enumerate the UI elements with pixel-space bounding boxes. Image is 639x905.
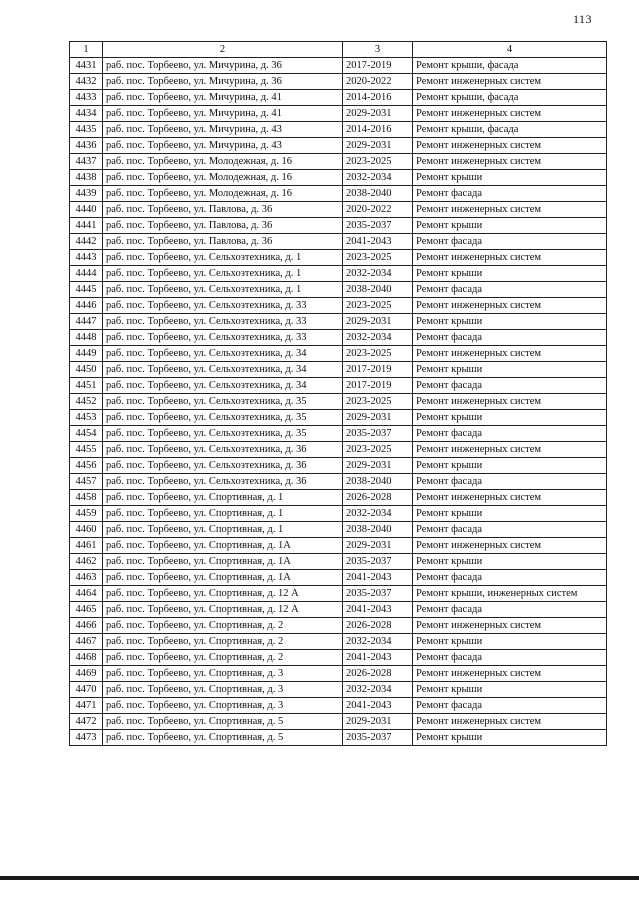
row-number-cell: 4459	[70, 506, 103, 522]
table-row	[70, 138, 607, 154]
work-type-cell: Ремонт крыши, инженерных систем	[413, 586, 607, 602]
period-cell: 2017-2019	[343, 378, 413, 394]
work-type-cell: Ремонт крыши	[413, 458, 607, 474]
address-cell: раб. пос. Торбеево, ул. Сельхозтехника, д. 35	[103, 394, 343, 410]
work-type-cell: Ремонт фасада	[413, 570, 607, 586]
table-row	[70, 618, 607, 634]
row-number-cell: 4470	[70, 682, 103, 698]
table-row	[70, 538, 607, 554]
address-cell: раб. пос. Торбеево, ул. Мичурина, д. 43	[103, 122, 343, 138]
row-number-cell: 4452	[70, 394, 103, 410]
period-cell: 2020-2022	[343, 202, 413, 218]
work-type-cell: Ремонт крыши	[413, 218, 607, 234]
table-row	[70, 266, 607, 282]
period-cell: 2023-2025	[343, 394, 413, 410]
row-number-cell: 4447	[70, 314, 103, 330]
period-cell: 2029-2031	[343, 138, 413, 154]
work-type-cell: Ремонт инженерных систем	[413, 666, 607, 682]
row-number-cell: 4468	[70, 650, 103, 666]
address-cell: раб. пос. Торбеево, ул. Спортивная, д. 1	[103, 506, 343, 522]
row-number-cell: 4463	[70, 570, 103, 586]
work-type-cell: Ремонт инженерных систем	[413, 74, 607, 90]
work-type-cell: Ремонт инженерных систем	[413, 490, 607, 506]
period-cell: 2032-2034	[343, 506, 413, 522]
address-cell: раб. пос. Торбеево, ул. Спортивная, д. 2	[103, 618, 343, 634]
period-cell: 2017-2019	[343, 58, 413, 74]
period-cell: 2038-2040	[343, 186, 413, 202]
period-cell: 2029-2031	[343, 410, 413, 426]
table-body	[70, 58, 607, 746]
work-type-cell: Ремонт фасада	[413, 426, 607, 442]
address-cell: раб. пос. Торбеево, ул. Спортивная, д. 1	[103, 490, 343, 506]
period-cell: 2035-2037	[343, 426, 413, 442]
address-cell: раб. пос. Торбеево, ул. Сельхозтехника, д. 36	[103, 458, 343, 474]
address-cell: раб. пос. Торбеево, ул. Спортивная, д. 2	[103, 634, 343, 650]
row-number-cell: 4455	[70, 442, 103, 458]
address-cell: раб. пос. Торбеево, ул. Спортивная, д. 1	[103, 522, 343, 538]
row-number-cell: 4431	[70, 58, 103, 74]
period-cell: 2035-2037	[343, 218, 413, 234]
period-cell: 2041-2043	[343, 650, 413, 666]
period-cell: 2029-2031	[343, 106, 413, 122]
period-cell: 2041-2043	[343, 602, 413, 618]
period-cell: 2014-2016	[343, 122, 413, 138]
address-cell: раб. пос. Торбеево, ул. Спортивная, д. 12 А	[103, 602, 343, 618]
address-cell: раб. пос. Торбеево, ул. Мичурина, д. 43	[103, 138, 343, 154]
period-cell: 2029-2031	[343, 714, 413, 730]
address-cell: раб. пос. Торбеево, ул. Сельхозтехника, д. 1	[103, 282, 343, 298]
table-row	[70, 314, 607, 330]
column-header-address: 2	[103, 42, 343, 58]
period-cell: 2032-2034	[343, 682, 413, 698]
work-type-cell: Ремонт крыши	[413, 314, 607, 330]
table-row	[70, 218, 607, 234]
period-cell: 2041-2043	[343, 234, 413, 250]
table-row	[70, 170, 607, 186]
work-type-cell: Ремонт инженерных систем	[413, 714, 607, 730]
address-cell: раб. пос. Торбеево, ул. Сельхозтехника, д. 34	[103, 378, 343, 394]
period-cell: 2038-2040	[343, 522, 413, 538]
address-cell: раб. пос. Торбеево, ул. Сельхозтехника, д. 35	[103, 426, 343, 442]
table-row	[70, 346, 607, 362]
row-number-cell: 4451	[70, 378, 103, 394]
work-type-cell: Ремонт фасада	[413, 698, 607, 714]
row-number-cell: 4440	[70, 202, 103, 218]
row-number-cell: 4456	[70, 458, 103, 474]
period-cell: 2023-2025	[343, 346, 413, 362]
page-number: 113	[573, 12, 593, 26]
table-row	[70, 666, 607, 682]
period-cell: 2029-2031	[343, 314, 413, 330]
table-row	[70, 714, 607, 730]
work-type-cell: Ремонт крыши	[413, 362, 607, 378]
table-row	[70, 58, 607, 74]
work-type-cell: Ремонт фасада	[413, 522, 607, 538]
row-number-cell: 4460	[70, 522, 103, 538]
period-cell: 2014-2016	[343, 90, 413, 106]
row-number-cell: 4443	[70, 250, 103, 266]
address-cell: раб. пос. Торбеево, ул. Мичурина, д. 41	[103, 106, 343, 122]
table-row	[70, 410, 607, 426]
table-row	[70, 586, 607, 602]
row-number-cell: 4462	[70, 554, 103, 570]
table-row	[70, 378, 607, 394]
work-type-cell: Ремонт инженерных систем	[413, 394, 607, 410]
work-type-cell: Ремонт фасада	[413, 378, 607, 394]
row-number-cell: 4446	[70, 298, 103, 314]
address-cell: раб. пос. Торбеево, ул. Спортивная, д. 12 А	[103, 586, 343, 602]
address-cell: раб. пос. Торбеево, ул. Спортивная, д. 1А	[103, 554, 343, 570]
work-type-cell: Ремонт крыши	[413, 730, 607, 746]
table-row	[70, 250, 607, 266]
address-cell: раб. пос. Торбеево, ул. Сельхозтехника, д. 35	[103, 410, 343, 426]
address-cell: раб. пос. Торбеево, ул. Мичурина, д. 36	[103, 74, 343, 90]
work-type-cell: Ремонт фасада	[413, 282, 607, 298]
table-row	[70, 74, 607, 90]
period-cell: 2032-2034	[343, 330, 413, 346]
table-row	[70, 202, 607, 218]
row-number-cell: 4448	[70, 330, 103, 346]
table-row	[70, 154, 607, 170]
row-number-cell: 4432	[70, 74, 103, 90]
address-cell: раб. пос. Торбеево, ул. Сельхозтехника, д. 1	[103, 266, 343, 282]
address-cell: раб. пос. Торбеево, ул. Спортивная, д. 1А	[103, 538, 343, 554]
work-type-cell: Ремонт крыши	[413, 506, 607, 522]
row-number-cell: 4461	[70, 538, 103, 554]
address-cell: раб. пос. Торбеево, ул. Павлова, д. 36	[103, 218, 343, 234]
table-row	[70, 458, 607, 474]
row-number-cell: 4458	[70, 490, 103, 506]
row-number-cell: 4457	[70, 474, 103, 490]
column-header-work-type: 4	[413, 42, 607, 58]
period-cell: 2023-2025	[343, 298, 413, 314]
work-type-cell: Ремонт инженерных систем	[413, 106, 607, 122]
table-row	[70, 522, 607, 538]
table-row	[70, 506, 607, 522]
table-row	[70, 554, 607, 570]
address-cell: раб. пос. Торбеево, ул. Спортивная, д. 3	[103, 666, 343, 682]
column-header-number: 1	[70, 42, 103, 58]
address-cell: раб. пос. Торбеево, ул. Сельхозтехника, д. 36	[103, 474, 343, 490]
period-cell: 2020-2022	[343, 74, 413, 90]
work-type-cell: Ремонт крыши	[413, 170, 607, 186]
row-number-cell: 4450	[70, 362, 103, 378]
period-cell: 2023-2025	[343, 442, 413, 458]
address-cell: раб. пос. Торбеево, ул. Сельхозтехника, д. 33	[103, 330, 343, 346]
work-type-cell: Ремонт крыши, фасада	[413, 122, 607, 138]
table-row	[70, 362, 607, 378]
table-header-row	[70, 42, 607, 58]
period-cell: 2032-2034	[343, 170, 413, 186]
period-cell: 2023-2025	[343, 250, 413, 266]
period-cell: 2026-2028	[343, 490, 413, 506]
repair-schedule-table	[69, 41, 607, 746]
period-cell: 2041-2043	[343, 698, 413, 714]
period-cell: 2029-2031	[343, 458, 413, 474]
table-row	[70, 650, 607, 666]
address-cell: раб. пос. Торбеево, ул. Сельхозтехника, д. 1	[103, 250, 343, 266]
work-type-cell: Ремонт крыши, фасада	[413, 90, 607, 106]
work-type-cell: Ремонт инженерных систем	[413, 618, 607, 634]
work-type-cell: Ремонт инженерных систем	[413, 202, 607, 218]
row-number-cell: 4466	[70, 618, 103, 634]
period-cell: 2026-2028	[343, 666, 413, 682]
table-row	[70, 474, 607, 490]
address-cell: раб. пос. Торбеево, ул. Спортивная, д. 5	[103, 714, 343, 730]
address-cell: раб. пос. Торбеево, ул. Спортивная, д. 3	[103, 682, 343, 698]
address-cell: раб. пос. Торбеево, ул. Сельхозтехника, д. 33	[103, 314, 343, 330]
table-row	[70, 442, 607, 458]
row-number-cell: 4472	[70, 714, 103, 730]
address-cell: раб. пос. Торбеево, ул. Павлова, д. 36	[103, 202, 343, 218]
work-type-cell: Ремонт крыши, фасада	[413, 58, 607, 74]
work-type-cell: Ремонт инженерных систем	[413, 154, 607, 170]
table-row	[70, 682, 607, 698]
row-number-cell: 4473	[70, 730, 103, 746]
row-number-cell: 4467	[70, 634, 103, 650]
table-row	[70, 106, 607, 122]
table-row	[70, 90, 607, 106]
row-number-cell: 4438	[70, 170, 103, 186]
row-number-cell: 4454	[70, 426, 103, 442]
row-number-cell: 4435	[70, 122, 103, 138]
period-cell: 2038-2040	[343, 282, 413, 298]
row-number-cell: 4436	[70, 138, 103, 154]
period-cell: 2041-2043	[343, 570, 413, 586]
table-row	[70, 602, 607, 618]
period-cell: 2038-2040	[343, 474, 413, 490]
address-cell: раб. пос. Торбеево, ул. Молодежная, д. 16	[103, 154, 343, 170]
row-number-cell: 4441	[70, 218, 103, 234]
row-number-cell: 4464	[70, 586, 103, 602]
table-row	[70, 234, 607, 250]
table-row	[70, 698, 607, 714]
address-cell: раб. пос. Торбеево, ул. Мичурина, д. 36	[103, 58, 343, 74]
work-type-cell: Ремонт инженерных систем	[413, 442, 607, 458]
row-number-cell: 4471	[70, 698, 103, 714]
table-row	[70, 122, 607, 138]
period-cell: 2023-2025	[343, 154, 413, 170]
address-cell: раб. пос. Торбеево, ул. Сельхозтехника, д. 34	[103, 346, 343, 362]
row-number-cell: 4465	[70, 602, 103, 618]
row-number-cell: 4437	[70, 154, 103, 170]
work-type-cell: Ремонт крыши	[413, 634, 607, 650]
address-cell: раб. пос. Торбеево, ул. Молодежная, д. 16	[103, 186, 343, 202]
row-number-cell: 4434	[70, 106, 103, 122]
work-type-cell: Ремонт крыши	[413, 554, 607, 570]
table-row	[70, 634, 607, 650]
work-type-cell: Ремонт фасада	[413, 330, 607, 346]
address-cell: раб. пос. Торбеево, ул. Спортивная, д. 3	[103, 698, 343, 714]
address-cell: раб. пос. Торбеево, ул. Спортивная, д. 2	[103, 650, 343, 666]
table-row	[70, 282, 607, 298]
work-type-cell: Ремонт крыши	[413, 410, 607, 426]
period-cell: 2035-2037	[343, 586, 413, 602]
work-type-cell: Ремонт инженерных систем	[413, 298, 607, 314]
address-cell: раб. пос. Торбеево, ул. Павлова, д. 36	[103, 234, 343, 250]
work-type-cell: Ремонт инженерных систем	[413, 138, 607, 154]
period-cell: 2026-2028	[343, 618, 413, 634]
work-type-cell: Ремонт фасада	[413, 602, 607, 618]
work-type-cell: Ремонт фасада	[413, 474, 607, 490]
address-cell: раб. пос. Торбеево, ул. Спортивная, д. 5	[103, 730, 343, 746]
period-cell: 2032-2034	[343, 266, 413, 282]
work-type-cell: Ремонт фасада	[413, 186, 607, 202]
address-cell: раб. пос. Торбеево, ул. Сельхозтехника, д. 33	[103, 298, 343, 314]
table-row	[70, 426, 607, 442]
row-number-cell: 4469	[70, 666, 103, 682]
table-row	[70, 570, 607, 586]
row-number-cell: 4453	[70, 410, 103, 426]
table-row	[70, 186, 607, 202]
table-row	[70, 490, 607, 506]
address-cell: раб. пос. Торбеево, ул. Молодежная, д. 16	[103, 170, 343, 186]
address-cell: раб. пос. Торбеево, ул. Сельхозтехника, д. 36	[103, 442, 343, 458]
table-row	[70, 394, 607, 410]
row-number-cell: 4445	[70, 282, 103, 298]
table-row	[70, 730, 607, 746]
period-cell: 2017-2019	[343, 362, 413, 378]
work-type-cell: Ремонт фасада	[413, 650, 607, 666]
period-cell: 2035-2037	[343, 730, 413, 746]
work-type-cell: Ремонт инженерных систем	[413, 346, 607, 362]
row-number-cell: 4439	[70, 186, 103, 202]
work-type-cell: Ремонт инженерных систем	[413, 250, 607, 266]
row-number-cell: 4442	[70, 234, 103, 250]
row-number-cell: 4449	[70, 346, 103, 362]
address-cell: раб. пос. Торбеево, ул. Сельхозтехника, д. 34	[103, 362, 343, 378]
table-row	[70, 330, 607, 346]
table-row	[70, 298, 607, 314]
work-type-cell: Ремонт крыши	[413, 266, 607, 282]
work-type-cell: Ремонт фасада	[413, 234, 607, 250]
bottom-scan-border	[0, 876, 639, 880]
period-cell: 2029-2031	[343, 538, 413, 554]
work-type-cell: Ремонт инженерных систем	[413, 538, 607, 554]
row-number-cell: 4433	[70, 90, 103, 106]
column-header-period: 3	[343, 42, 413, 58]
work-type-cell: Ремонт крыши	[413, 682, 607, 698]
address-cell: раб. пос. Торбеево, ул. Спортивная, д. 1А	[103, 570, 343, 586]
period-cell: 2035-2037	[343, 554, 413, 570]
address-cell: раб. пос. Торбеево, ул. Мичурина, д. 41	[103, 90, 343, 106]
row-number-cell: 4444	[70, 266, 103, 282]
period-cell: 2032-2034	[343, 634, 413, 650]
